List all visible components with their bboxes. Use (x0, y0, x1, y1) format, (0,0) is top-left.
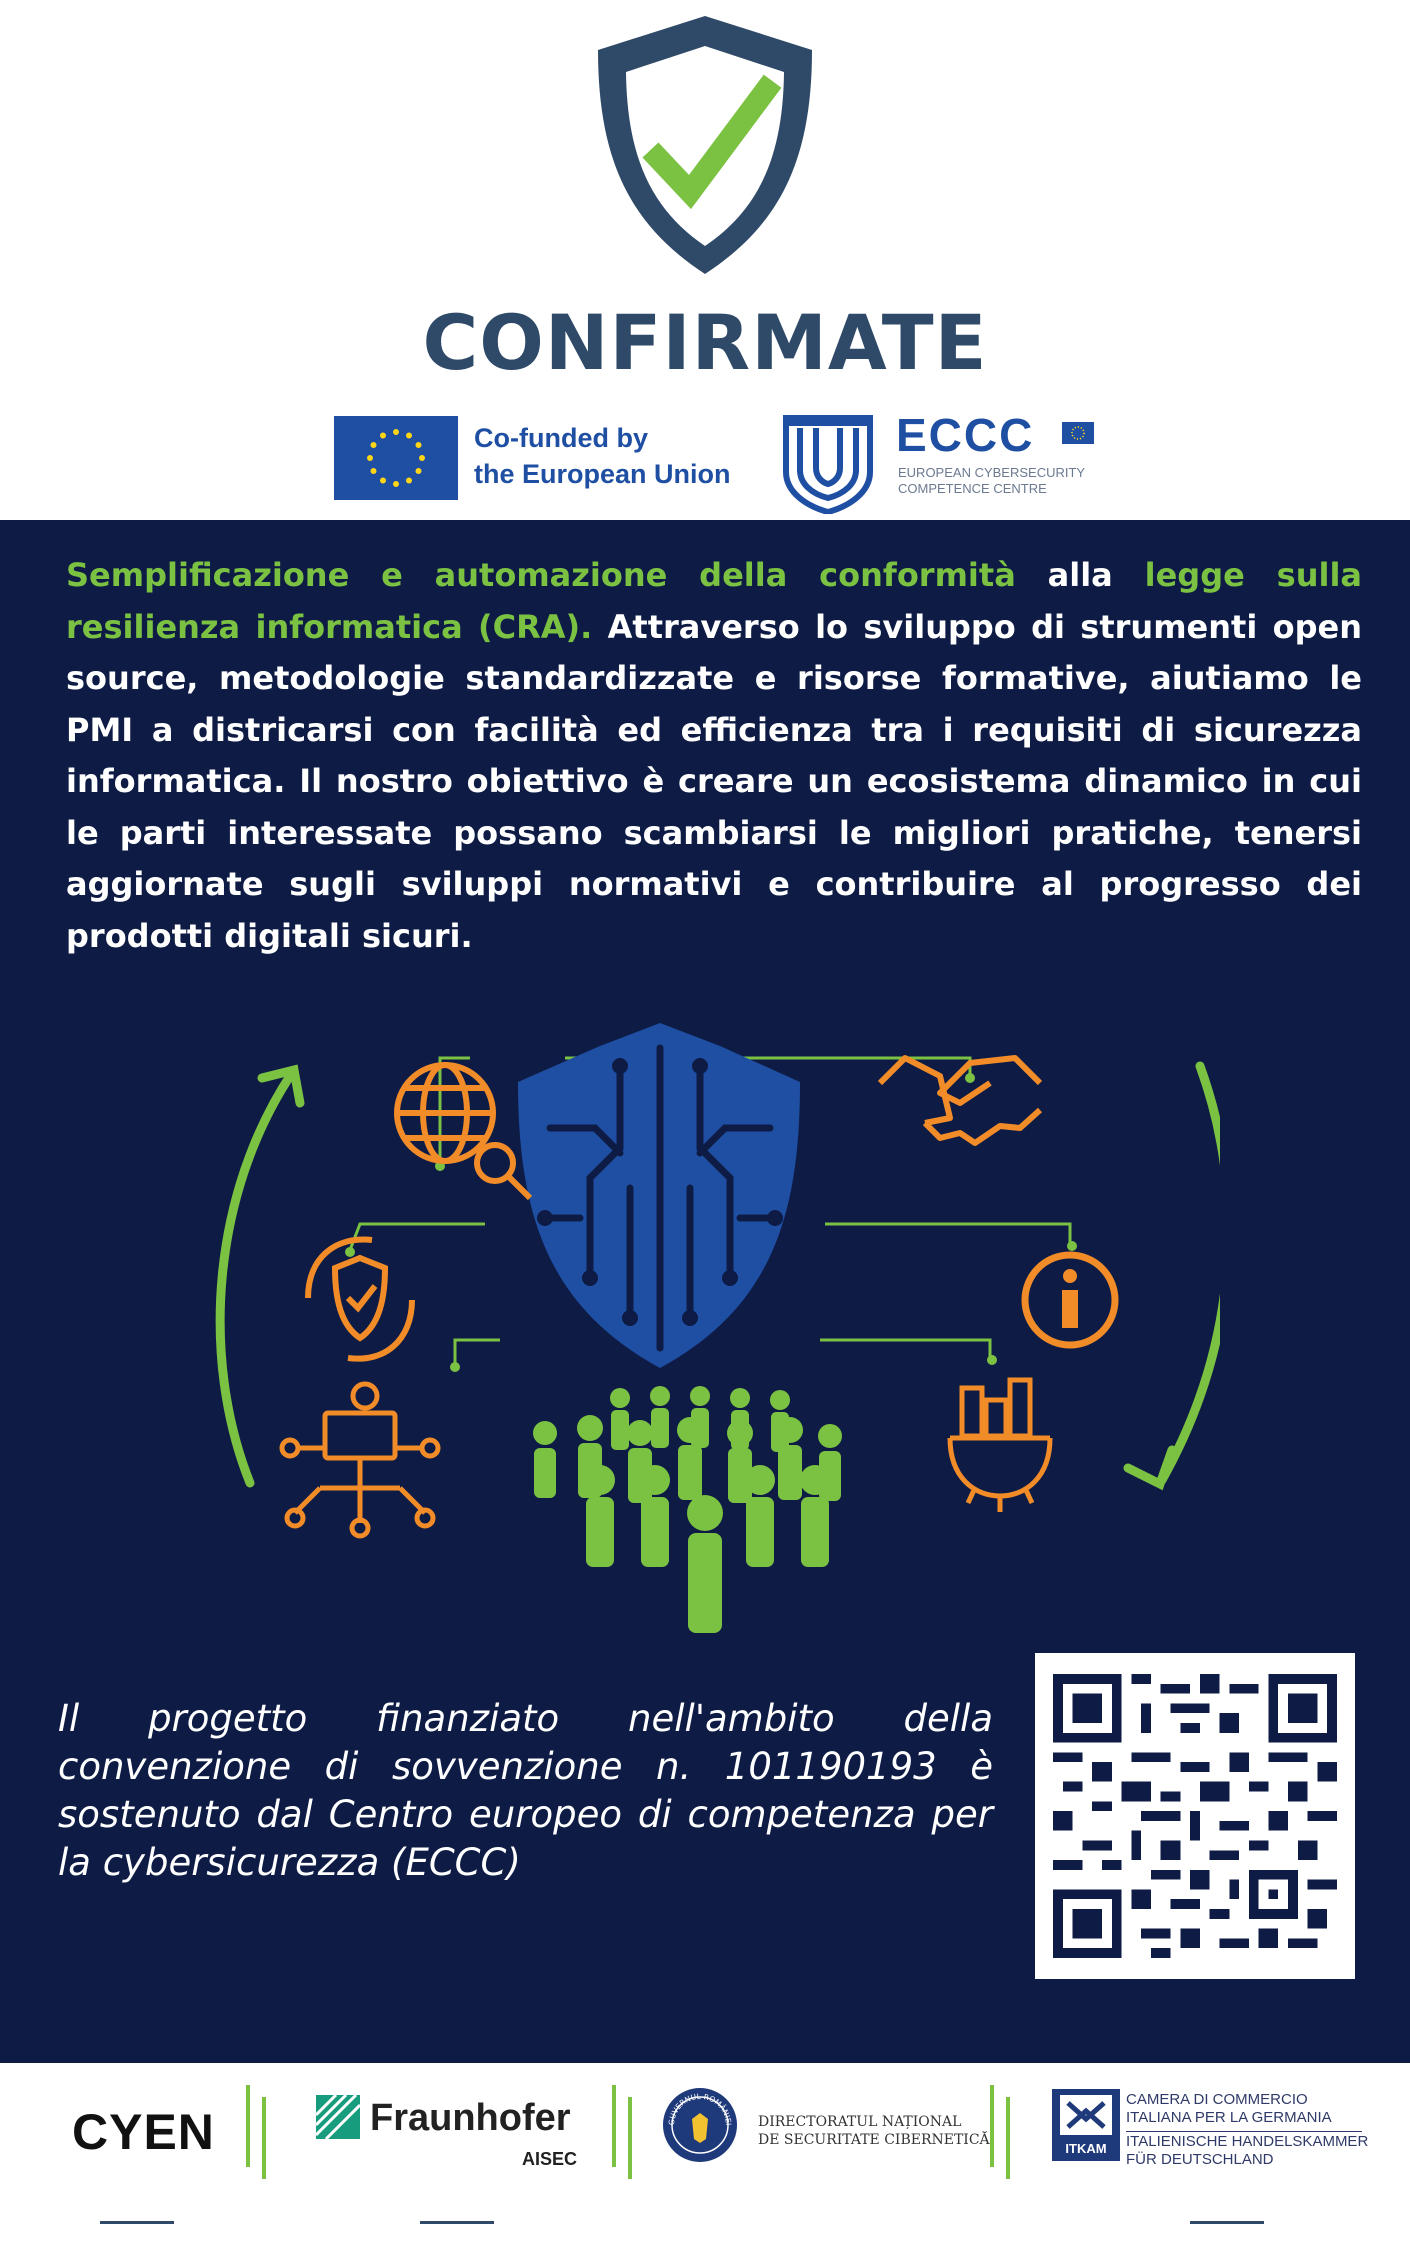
eccc-logo-icon (780, 412, 876, 514)
divider-bar (246, 2085, 250, 2167)
training-network-icon (282, 1384, 438, 1536)
eu-cofunded-label (474, 420, 731, 492)
people-crowd-icon (533, 1386, 842, 1633)
handshake-icon (880, 1058, 1040, 1143)
circuit-shield-icon (518, 1023, 800, 1368)
cyen-logo: CYEN (72, 2104, 215, 2160)
seal-text: GUVERNUL ROMÂNIEI (666, 2091, 734, 2126)
qr-code[interactable] (1035, 1653, 1355, 1979)
shield-check-icon (590, 10, 820, 280)
ecosystem-illustration (200, 1018, 1220, 1658)
dnsc-logo-text (758, 2113, 990, 2149)
intro-text-2: Attraverso lo sviluppo di strumenti open source, metodologie standardizzate e risorse formative, aiutiamo le PMI a districarsi con facilità ed efficienza tra i requisiti di sicurezza informatica. Il nostro obiettivo è creare un ecosistema dinamico in cui le parti interessate possano scambiarsi le migliori pratiche, tenersi aggiornate sugli sviluppi normativi e contribuire al progresso dei prodotti digitali sicuri. (66, 607, 1362, 955)
qr-code-icon (1053, 1671, 1337, 1961)
page-title: CONFIRMATE (422, 298, 988, 387)
funding-note: Il progetto finanziato nell'ambito della convenzione di sovvenzione n. 101190193 è sostenuto dal Centro europeo di competenza per la cybersicurezza (ECCC) (58, 1697, 993, 1884)
eccc-sub-line-1: EUROPEAN CYBERSECURITY (898, 465, 1086, 480)
intro-highlight-2: legge sulla resilienza informatica (CRA). (66, 556, 1363, 646)
divider-bar (262, 2097, 266, 2179)
intro-highlight-1: Semplificazione e automazione della conformità (66, 556, 1016, 594)
eu-flag-icon (334, 416, 458, 500)
divider-bar (612, 2085, 616, 2167)
eccc-name: ECCC (896, 409, 1035, 461)
divider-dash (100, 2221, 174, 2224)
itkam-line-2: ITALIANA PER LA GERMANIA (1126, 2109, 1332, 2126)
itkam-text-it (1126, 2091, 1332, 2127)
main-panel (0, 523, 1410, 2060)
intro-text-1: alla (1015, 556, 1145, 594)
itkam-line-4: FÜR DEUTSCHLAND (1126, 2151, 1274, 2168)
divider-dash (420, 2221, 494, 2224)
divider-bar (628, 2097, 632, 2179)
itkam-line-1: CAMERA DI COMMERCIO (1126, 2091, 1308, 2108)
partner-logos-footer (0, 2060, 1410, 2253)
itkam-badge: ITKAM (1065, 2141, 1107, 2156)
romanian-government-seal-icon (660, 2085, 740, 2165)
eccc-sub-line-2: COMPETENCE CENTRE (898, 481, 1047, 496)
industry-gear-icon (950, 1380, 1050, 1512)
itkam-line-3: ITALIENISCHE HANDELSKAMMER (1126, 2133, 1369, 2150)
fraunhofer-logo: Fraunhofer (370, 2097, 571, 2139)
fraunhofer-subtitle: AISEC (522, 2149, 578, 2169)
intro-paragraph (66, 550, 1362, 962)
itkam-divider (1126, 2131, 1362, 2132)
dnsc-line-2: DE SECURITATE CIBERNETICĂ (758, 2132, 990, 2148)
divider-dash (1190, 2221, 1264, 2224)
eu-line-2: the European Union (474, 459, 731, 489)
eu-mini-flag-icon (1062, 422, 1094, 444)
shield-cycle-icon (308, 1240, 412, 1359)
info-icon (1025, 1255, 1115, 1345)
eu-line-1: Co-funded by (474, 423, 648, 453)
fraunhofer-mark-icon (316, 2095, 360, 2139)
globe-search-icon (397, 1065, 530, 1198)
dnsc-line-1: DIRECTORATUL NAȚIONAL (758, 2114, 962, 2130)
divider-bar (1006, 2097, 1010, 2179)
itkam-logo-icon (1052, 2089, 1120, 2161)
divider-bar (990, 2085, 994, 2167)
header (0, 0, 1410, 523)
itkam-text-de (1126, 2133, 1368, 2169)
eccc-subtitle (898, 465, 1085, 497)
